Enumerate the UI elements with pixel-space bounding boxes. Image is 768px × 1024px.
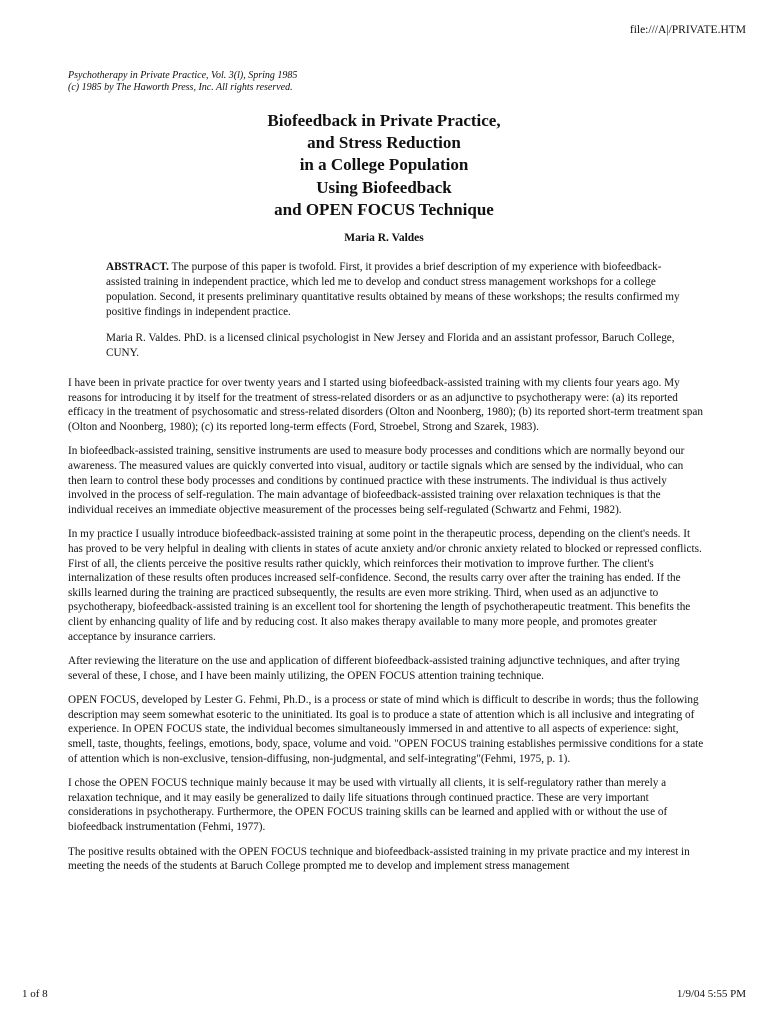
body-paragraph: OPEN FOCUS, developed by Lester G. Fehmi, Ph.D., is a process or state of mind which is difficult to describe in words; thus the following description may seem somewhat esoteric to the uninitiated. Its goal is to produce a state of attention which is all inclusive and integrating of experience. In OPEN FOCUS state, the individual becomes simultaneously immersed in and attentive to all aspects of experience: sight, smell, taste, thoughts, feelings, emotions, body, space, volume and void. "OPEN FOCUS training establishes permissive conditions for a state of attention which is non-exclusive, tension-diffusing, non-judgmental, and self-integrating"(Fehmi, 1975, p. 1). bbox=[68, 694, 704, 765]
journal-citation bbox=[68, 70, 297, 94]
title-line: and OPEN FOCUS Technique bbox=[274, 199, 494, 219]
title-line: Using Biofeedback bbox=[316, 177, 452, 197]
abstract-paragraph bbox=[106, 260, 680, 320]
body-paragraph: I chose the OPEN FOCUS technique mainly because it may be used with virtually all clients, it is self-regulatory rather than merely a relaxation technique, and it may easily be generalized to daily life situations through continued practice. These are very important considerations in psychotherapy. Furthermore, the OPEN FOCUS training skills can be learned and applied with or without the use of biofeedback instrumentation (Fehmi, 1977). bbox=[68, 777, 668, 834]
body-paragraph: In biofeedback-assisted training, sensitive instruments are used to measure body processes and conditions which are normally beyond our awareness. The measured values are quickly converted into visual, auditory or tactile signals which are sensed by the individual, who can then learn to control these body processes and conditions by continued practice with these instruments. The individual is thus actively involved in the process of self-regulation. The main advantage of biofeedback-assisted training over relaxation techniques is that the individual receives an immediate objective measurement of the processes being self-regulated (Schwartz and Fehmi, 1982). bbox=[68, 445, 685, 516]
author-bio: Maria R. Valdes. PhD. is a licensed clinical psychologist in New Jersey and Florida and an assistant professor, Baruch College, CUNY. bbox=[106, 331, 675, 359]
article-title bbox=[0, 110, 768, 221]
title-line: Biofeedback in Private Practice, bbox=[267, 111, 501, 130]
print-date: 1/9/04 5:55 PM bbox=[676, 988, 746, 1000]
body-paragraph: I have been in private practice for over twenty years and I started using biofeedback-assisted training with my clients four years ago. My reasons for introducing it by itself for the treatment of stress-related disorders or as an adjunctive to psychotherapy were: (a) its reported efficacy in the treatment of psychosomatic and stress-related disorders (Olton and Noonberg, 1980); (b) its reported short-term treatment span (Olton and Noonberg, 1980); (c) its reported long-term effects (Ford, Stroebel, Strong and Szarek, 1983). bbox=[68, 377, 703, 433]
title-line: and Stress Reduction bbox=[307, 133, 461, 153]
author-name: Maria R. Valdes bbox=[344, 232, 424, 244]
body-paragraph: In my practice I usually introduce biofeedback-assisted training at some point in the therapeutic process, depending on the client's needs. It has proved to be very helpful in dealing with clients in states of acute anxiety and/or chronic anxiety related to blocked or repressed conflicts. First of all, the clients perceive the positive results rather quickly, which reinforces their motivation to improve further. The client's internalization of these results often produces increased self-confidence. Second, the results carry over after the training has ended. If the skills learned during the training are practiced subsequently, the results are even more striking. Third, when used as an adjunctive to psychotherapy, biofeedback-assisted training is an excellent tool for shortening the length of psychotherapeutic treatment. This benefits the client by enhancing quality of life and by reducing cost. It also makes therapy available to many more people, and promotes greater acceptance by insurance carriers. bbox=[68, 528, 702, 643]
article-body bbox=[68, 376, 704, 884]
page-number: 1 of 8 bbox=[22, 988, 48, 1000]
abstract-label: ABSTRACT. bbox=[106, 261, 169, 273]
title-line: in a College Population bbox=[299, 155, 469, 175]
journal-line: Psychotherapy in Private Practice, Vol. 3(l), Spring 1985 bbox=[68, 70, 298, 81]
copyright-line: (c) 1985 by The Haworth Press, Inc. All rights reserved. bbox=[68, 82, 293, 93]
body-paragraph: The positive results obtained with the OPEN FOCUS technique and biofeedback-assisted training in my private practice and my interest in meeting the needs of the students at Baruch College prompted me to develop and implement stress management bbox=[68, 845, 690, 873]
abstract-text: The purpose of this paper is twofold. First, it provides a brief description of my experience with biofeedback-assisted training in independent practice, which led me to develop and conduct stress management workshops for a college population. Second, it presents preliminary quantitative results obtained by means of these workshops; the results confirmed my positive findings in independent practice. bbox=[106, 261, 680, 318]
page-url: file:///A|/PRIVATE.HTM bbox=[629, 24, 746, 36]
abstract-block bbox=[106, 260, 680, 371]
body-paragraph: After reviewing the literature on the use and application of different biofeedback-assisted training adjunctive techniques, and after trying several of these, I chose, and I have been mainly utilizing, the OPEN FOCUS attention training technique. bbox=[68, 655, 680, 682]
